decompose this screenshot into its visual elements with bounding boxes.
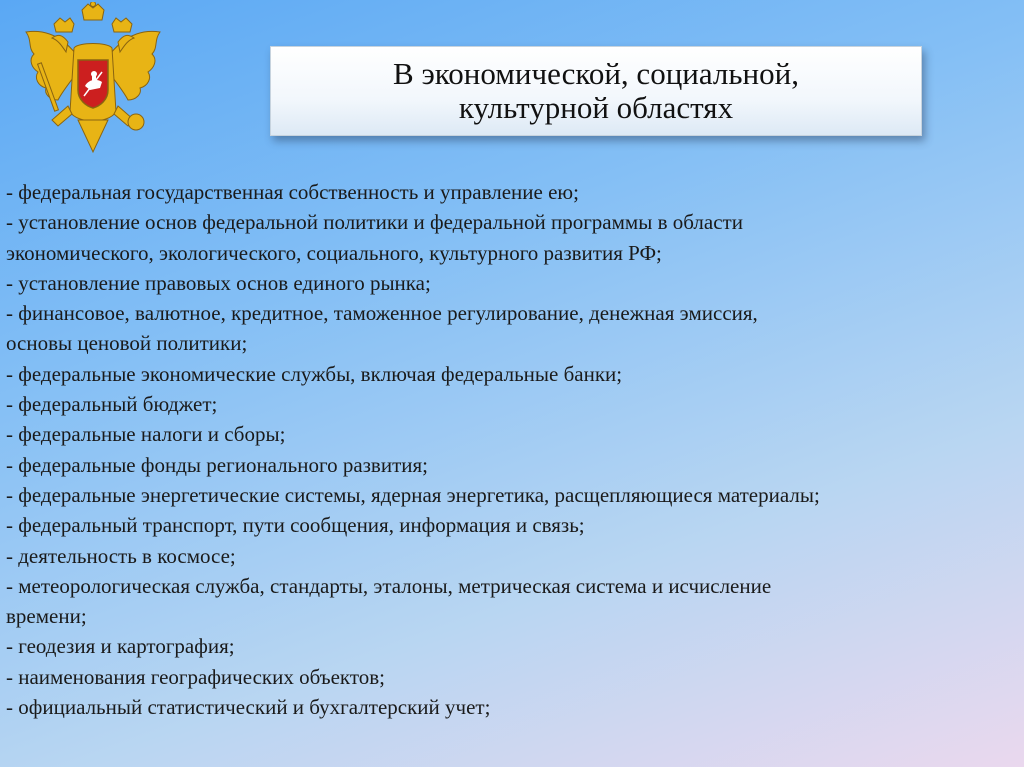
list-line: - федеральные экономические службы, включая федеральные банки;: [6, 361, 623, 386]
list-line: - федеральные фонды регионального развития;: [6, 452, 428, 477]
list-line: - федеральная государственная собственность и управление ею;: [6, 180, 579, 204]
coat-of-arms-icon: [18, 2, 168, 162]
list-line: - федеральный транспорт, пути сообщения, информация и связь;: [6, 513, 585, 538]
list-line: экономического, экологического, социального, культурного развития РФ;: [6, 240, 662, 265]
list-line: - деятельность в космосе;: [6, 543, 236, 568]
list-line: - геодезия и картография;: [6, 634, 235, 659]
slide-body: [6, 177, 1016, 722]
list-line: основы ценовой политики;: [6, 331, 248, 356]
list-line: - федеральные налоги и сборы;: [6, 422, 286, 447]
list-line: времени;: [6, 604, 87, 629]
list-line: - наименования географических объектов;: [6, 664, 386, 689]
list-line: - федеральный бюджет;: [6, 392, 218, 417]
list-line: - установление правовых основ единого рынка;: [6, 270, 431, 295]
slide-title: В экономической, социальной, культурной областях: [393, 56, 799, 125]
list-line: - установление основ федеральной политики и федеральной программы в области: [6, 210, 743, 235]
list-line: - метеорологическая служба, стандарты, эталоны, метрическая система и исчисление: [6, 573, 772, 598]
title-box: [270, 46, 922, 136]
list-line: - финансовое, валютное, кредитное, таможенное регулирование, денежная эмиссия,: [6, 301, 758, 326]
list-line: - официальный статистический и бухгалтерский учет;: [6, 695, 491, 720]
list-line: - федеральные энергетические системы, ядерная энергетика, расщепляющиеся материалы;: [6, 482, 820, 507]
